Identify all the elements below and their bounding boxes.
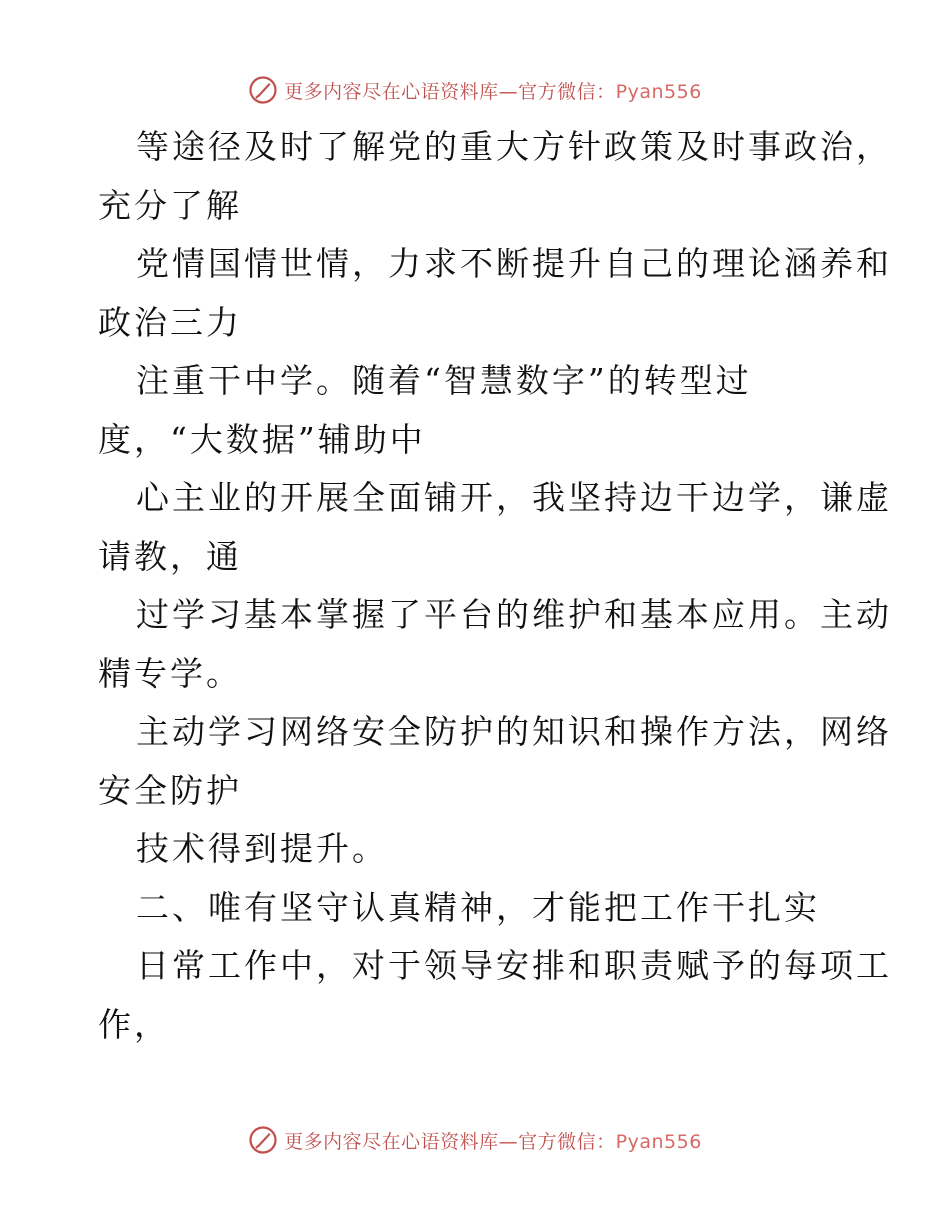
body-line: 精专学。: [98, 653, 242, 693]
body-line: 日常工作中，对于领导安排和职责赋予的每项工: [136, 946, 892, 985]
footer-banner-text: 更多内容尽在心语资料库—官方微信：Pyan556: [284, 1130, 702, 1153]
footer-banner: [0, 1120, 950, 1160]
body-line: 注重干中学。随着“智慧数字”的转型过: [136, 361, 752, 400]
body-line: 心主业的开展全面铺开，我坚持边干边学，谦虚: [136, 478, 892, 517]
body-line: 政治三力: [98, 302, 242, 342]
body-line: 度，“大数据”辅助中: [98, 419, 426, 459]
body-line: 技术得到提升。: [136, 829, 388, 868]
header-banner-text: 更多内容尽在心语资料库—官方微信：Pyan556: [284, 80, 702, 103]
body-line: 充分了解: [98, 185, 242, 225]
body-line: 请教，通: [98, 536, 242, 576]
body-line: 过学习基本掌握了平台的维护和基本应用。主动: [136, 595, 892, 634]
body-line: 主动学习网络安全防护的知识和操作方法，网络: [136, 712, 892, 751]
header-banner-wechat-id: Pyan556: [615, 80, 702, 103]
header-banner: [0, 70, 950, 110]
body-line: 作，: [98, 1004, 170, 1044]
body-line: 安全防护: [98, 770, 242, 810]
feather-pen-logo-icon: [248, 75, 278, 105]
section-heading: 二、唯有坚守认真精神，才能把工作干扎实: [136, 887, 820, 927]
document-body: [98, 118, 892, 1054]
feather-pen-logo-icon: [248, 1125, 278, 1155]
body-line: 等途径及时了解党的重大方针政策及时事政治，: [136, 127, 892, 166]
body-line: 党情国情世情，力求不断提升自己的理论涵养和: [136, 244, 892, 283]
footer-banner-wechat-id: Pyan556: [615, 1130, 702, 1153]
